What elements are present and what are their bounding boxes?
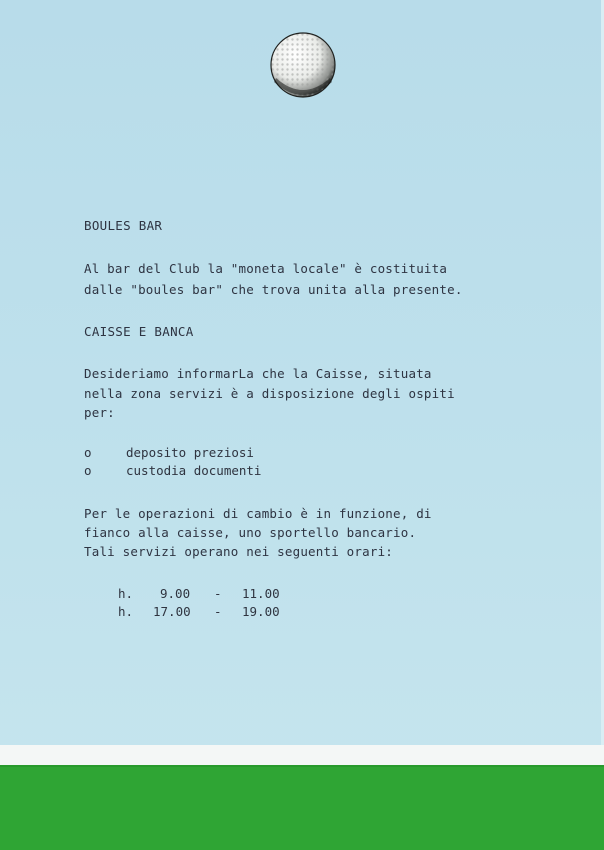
list-item: custodia documenti [126, 463, 262, 478]
caisse-line-1: Desideriamo informarLa che la Caisse, situata [84, 366, 432, 381]
hours-dash: - [214, 586, 222, 601]
list-item-marker: o [84, 463, 92, 478]
hours-to: 19.00 [242, 604, 280, 619]
caisse-line-2: nella zona servizi è a disposizione degli ospiti [84, 386, 455, 401]
caisse-line-3: per: [84, 405, 115, 420]
boules-bar-line-1: Al bar del Club la "moneta locale" è costituita [84, 261, 448, 276]
exchange-line-1: Per le operazioni di cambio è in funzione, di [84, 506, 432, 521]
caisse-heading: CAISSE E BANCA [84, 324, 194, 339]
list-item: deposito preziosi [126, 445, 254, 460]
golf-ball-icon [270, 32, 336, 98]
hours-from: 9.00 [160, 586, 191, 601]
footer-white-stripe [0, 745, 604, 765]
hours-to: 11.00 [242, 586, 280, 601]
exchange-line-2: fianco alla caisse, uno sportello bancario. [84, 525, 417, 540]
list-item-marker: o [84, 445, 92, 460]
exchange-line-3: Tali servizi operano nei seguenti orari: [84, 544, 394, 559]
boules-bar-line-2: dalle "boules bar" che trova unita alla presente. [84, 282, 463, 297]
hours-from: 17.00 [153, 604, 191, 619]
boules-bar-heading: BOULES BAR [84, 218, 163, 233]
hours-dash: - [214, 604, 222, 619]
hours-prefix: h. [118, 586, 134, 601]
footer-green-band [0, 765, 604, 850]
hours-prefix: h. [118, 604, 134, 619]
